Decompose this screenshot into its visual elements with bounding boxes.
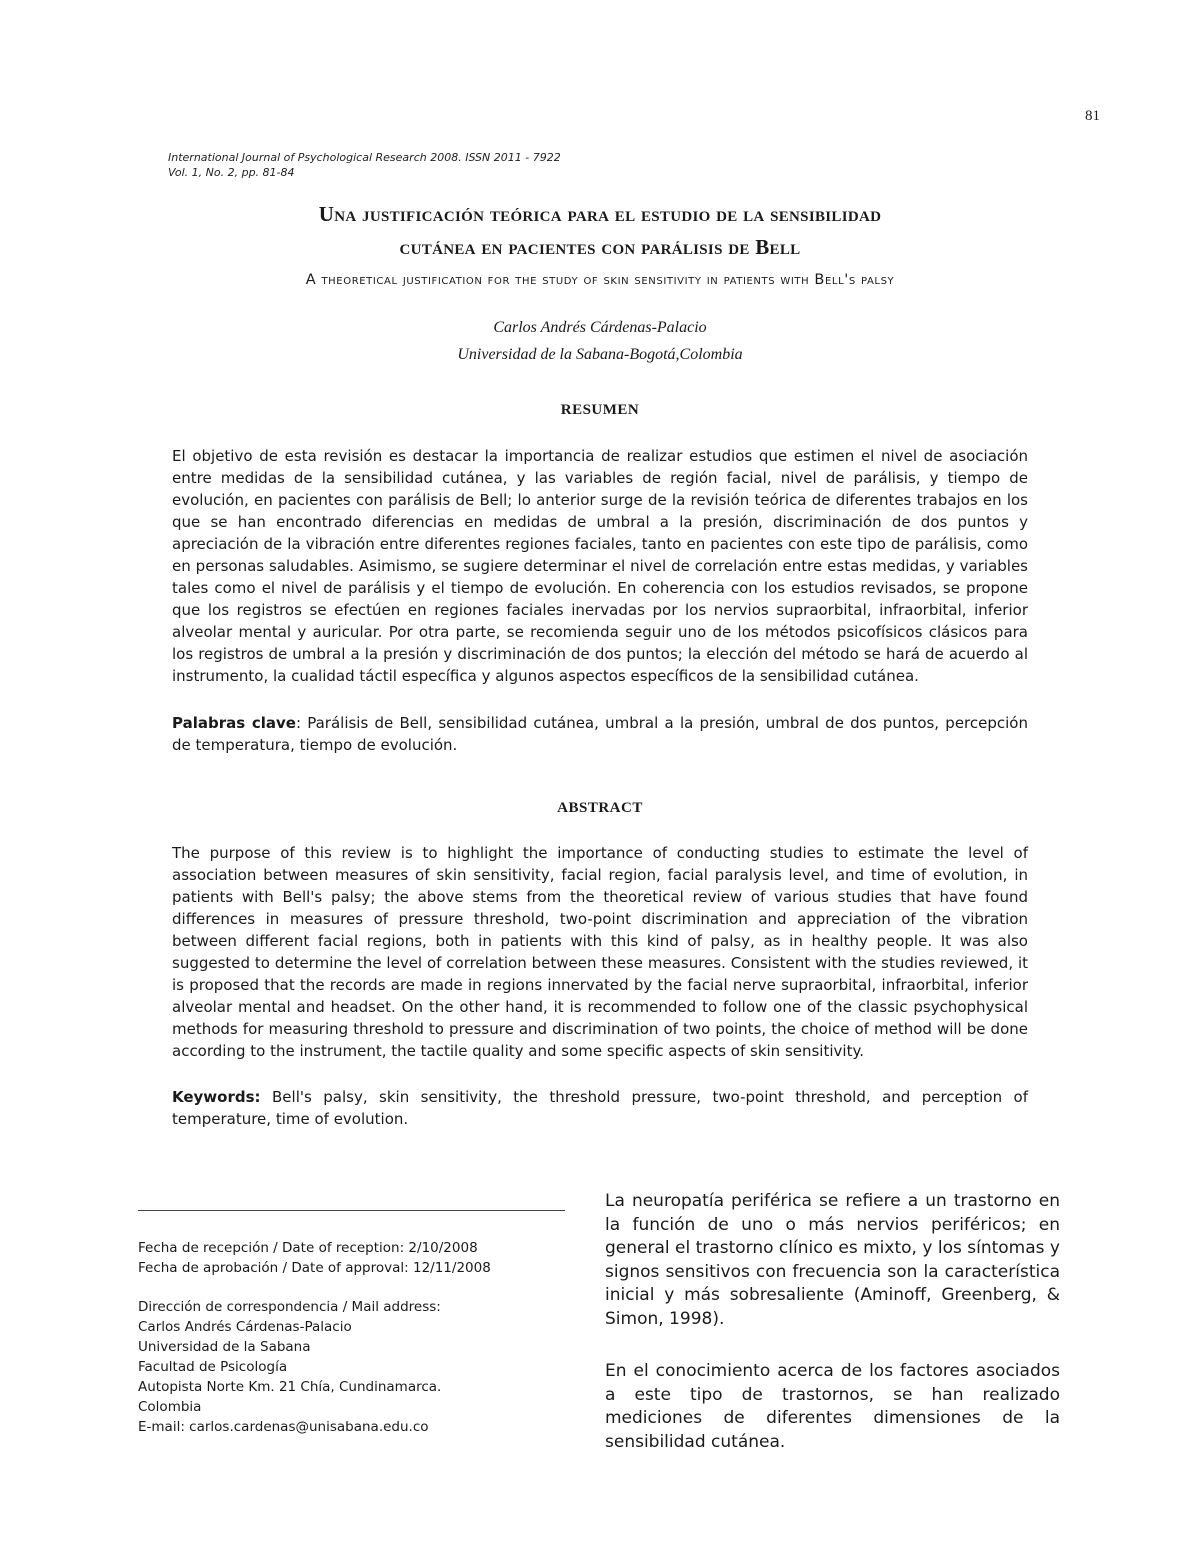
abstract-heading: ABSTRACT bbox=[557, 800, 643, 816]
abstract-keywords-label: Keywords: bbox=[172, 1088, 261, 1106]
abstract-body: The purpose of this review is to highlight the importance of conducting studies to estimate the level of association between measures of skin sensitivity, facial region, facial paralysis level, and time of evolution, in patients with Bell's palsy; the above stems from the theoretical review of various studies that have found differences in measures of pressure threshold, two-point discrimination and appreciation of the vibration between different facial regions, both in patients with this kind of palsy, as in healthy people. It was also suggested to determine the level of correlation between these measures. Consistent with the studies reviewed, it is proposed that the records are made in regions innervated by the facial nerve supraorbital, infraorbital, inferior alveolar mental and headset. On the other hand, it is recommended to follow one of the classic psychophysical methods for measuring threshold to pressure and discrimination of two points, the choice of method will be done according to the instrument, the tactile quality and some specific aspects of skin sensitivity. bbox=[172, 844, 1028, 1060]
resumen-keywords-label: Palabras clave bbox=[172, 714, 296, 732]
body-paragraph-2: En el conocimiento acerca de los factores asociados a este tipo de trastornos, se han realizado mediciones de diferentes dimensiones de la sensibilidad cutánea. bbox=[605, 1361, 1060, 1452]
journal-citation bbox=[168, 150, 561, 180]
resumen-body: El objetivo de esta revisión es destacar la importancia de realizar estudios que estimen el nivel de asociación entre medidas de la sensibilidad cutánea, y las variables de región facial, nivel de parálisis, y tiempo de evolución, en pacientes con parálisis de Bell; lo anterior surge de la revisión teórica de diferentes trabajos en los que se han encontrado diferencias en medidas de umbral a la presión, discriminación de dos puntos y apreciación de la vibración entre diferentes regiones faciales, tanto en pacientes con este tipo de parálisis, como en personas saludables. Asimismo, se sugiere determinar el nivel de correlación entre estas medidas, y variables tales como el nivel de parálisis y el tiempo de evolución. En coherencia con los estudios revisados, se propone que los registros se efectúen en regiones faciales inervadas por los nervios supraorbital, infraorbital, inferior alveolar mental y auricular. Por otra parte, se recomienda seguir uno de los métodos psicofísicos clásicos para los registros de umbral a la presión y discriminación de dos puntos; la elección del método se hará de acuerdo al instrumento, la cualidad táctil específica y algunos aspectos específicos de la sensibilidad cutánea. bbox=[172, 447, 1028, 685]
approval-date: Fecha de aprobación / Date of approval: 12/11/2008 bbox=[138, 1260, 491, 1276]
english-title: A theoretical justification for the study of skin sensitivity in patients with Bell's palsy bbox=[305, 272, 895, 288]
resumen-keywords bbox=[172, 712, 1028, 756]
mail-email: E-mail: carlos.cardenas@unisabana.edu.co bbox=[138, 1419, 429, 1435]
mail-street: Autopista Norte Km. 21 Chía, Cundinamarca. bbox=[138, 1379, 442, 1395]
mail-university: Universidad de la Sabana bbox=[138, 1339, 311, 1355]
mail-heading: Dirección de correspondencia / Mail address: bbox=[138, 1299, 441, 1315]
reception-date: Fecha de recepción / Date of reception: 2/10/2008 bbox=[138, 1240, 478, 1256]
mail-name: Carlos Andrés Cárdenas-Palacio bbox=[138, 1319, 352, 1335]
title-line-1: Una justificación teórica para el estudio de la sensibilidad bbox=[318, 202, 882, 226]
body-paragraph-1: La neuropatía periférica se refiere a un trastorno en la función de uno o más nervios periféricos; en general el trastorno clínico es mixto, y los síntomas y signos sensitivos con frecuencia son la característica inicial y más sobresaliente (Aminoff, Greenberg, & Simon, 1998). bbox=[605, 1191, 1060, 1329]
author-affiliation: Universidad de la Sabana-Bogotá,Colombia bbox=[457, 346, 743, 363]
page-number: 81 bbox=[1085, 108, 1100, 124]
mail-country: Colombia bbox=[138, 1399, 202, 1415]
resumen-keywords-text: : Parálisis de Bell, sensibilidad cutánea, umbral a la presión, umbral de dos puntos, percepción de temperatura, tiempo de evolución. bbox=[172, 714, 1028, 754]
mail-faculty: Facultad de Psicología bbox=[138, 1359, 288, 1375]
resumen-heading: RESUMEN bbox=[560, 402, 640, 418]
abstract-keywords-text: Bell's palsy, skin sensitivity, the threshold pressure, two-point threshold, and perception of temperature, time of evolution. bbox=[172, 1088, 1028, 1128]
author-name: Carlos Andrés Cárdenas-Palacio bbox=[493, 319, 707, 336]
title-line-2: cutánea en pacientes con parálisis de Bell bbox=[399, 235, 801, 259]
footnote-address bbox=[138, 1297, 568, 1437]
footnote-divider bbox=[138, 1210, 565, 1211]
footnote-dates bbox=[138, 1238, 568, 1278]
journal-line-2: Vol. 1, No. 2, pp. 81-84 bbox=[168, 166, 295, 179]
article-title bbox=[150, 198, 1050, 264]
journal-line-1: International Journal of Psychological Research 2008. ISSN 2011 - 7922 bbox=[168, 151, 561, 164]
author-block bbox=[300, 314, 900, 368]
abstract-keywords bbox=[172, 1086, 1028, 1130]
